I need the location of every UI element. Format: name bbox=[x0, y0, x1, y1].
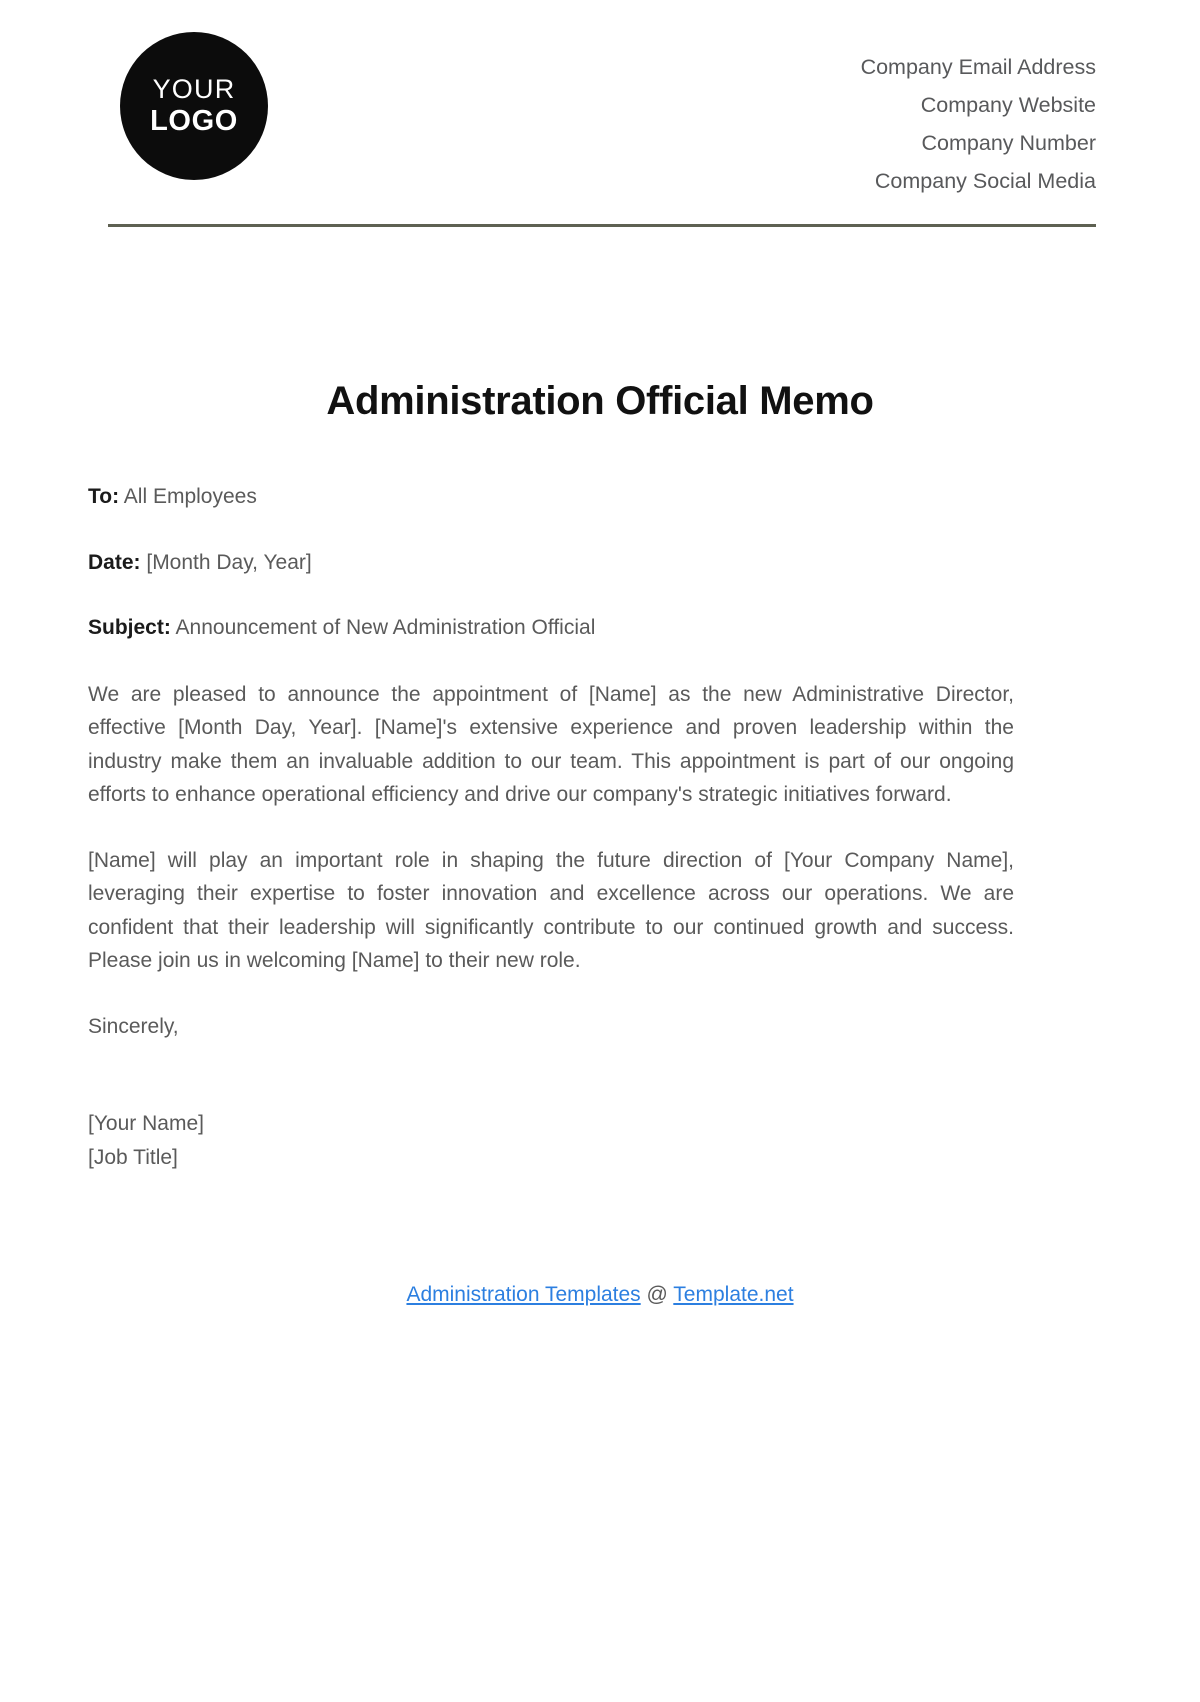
body-paragraph-1: We are pleased to announce the appointment of [Name] as the new Administrative Director, effective [Month Day, Year]. [Name]'s extensive experience and proven leadership within the industry make them an invaluable addition to our team. This appointment is part of our ongoing efforts to enhance operational efficiency and drive our company's strategic initiatives forward. bbox=[88, 682, 1014, 806]
field-date-value: [Month Day, Year] bbox=[146, 550, 312, 574]
field-to bbox=[88, 481, 1014, 513]
logo-text-logo: LOGO bbox=[150, 105, 238, 137]
footer bbox=[0, 1283, 1200, 1307]
closing-line: Sincerely, bbox=[88, 1014, 179, 1038]
contact-website: Company Website bbox=[920, 93, 1096, 117]
footer-separator: @ bbox=[640, 1283, 674, 1306]
field-to-label: To: bbox=[88, 485, 120, 508]
contact-social-media: Company Social Media bbox=[874, 169, 1096, 193]
company-contact-block bbox=[270, 32, 1096, 200]
field-subject-value: Announcement of New Administration Official bbox=[175, 616, 596, 639]
logo-text-your: YOUR bbox=[152, 74, 236, 104]
field-to-value: All Employees bbox=[123, 485, 257, 508]
field-subject-label: Subject: bbox=[88, 616, 171, 639]
field-date-label: Date: bbox=[88, 550, 141, 574]
signature-block bbox=[88, 1107, 1014, 1175]
footer-templates-link[interactable]: Administration Templates bbox=[406, 1283, 641, 1306]
contact-number: Company Number bbox=[921, 131, 1096, 155]
page-title: Administration Official Memo bbox=[326, 379, 874, 423]
field-subject bbox=[88, 612, 1014, 644]
header-divider-rule bbox=[108, 224, 1096, 227]
signature-job-title: [Job Title] bbox=[88, 1146, 178, 1169]
contact-email-address: Company Email Address bbox=[860, 55, 1096, 79]
company-logo bbox=[120, 32, 268, 180]
document-header bbox=[0, 0, 1200, 200]
body-paragraph-2: [Name] will play an important role in shaping the future direction of [Your Company Name], leveraging their expertise to foster innovation and excellence across our operations. We are confident that their leadership will significantly contribute to our continued growth and success. Please join us in welcoming [Name] to their new role. bbox=[88, 848, 1014, 972]
signature-name: [Your Name] bbox=[88, 1112, 204, 1135]
logo-container bbox=[120, 32, 270, 180]
document-body bbox=[0, 481, 1200, 1175]
footer-brand-link[interactable]: Template.net bbox=[673, 1283, 794, 1306]
field-date bbox=[88, 547, 1014, 579]
